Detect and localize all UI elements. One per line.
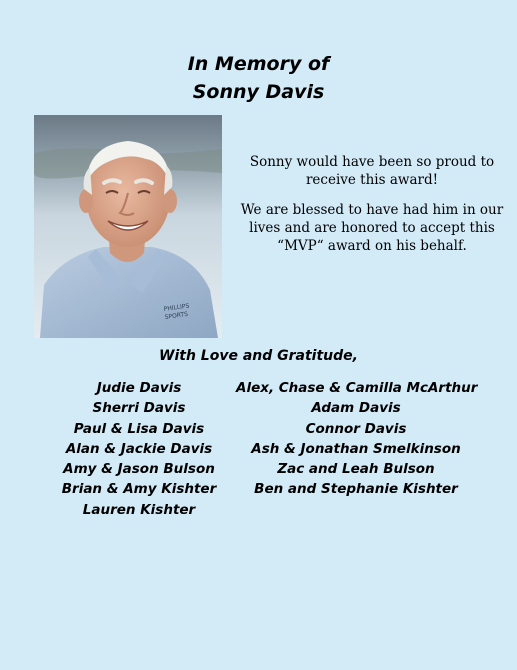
svg-text:SPORTS: SPORTS [164,310,189,321]
family-name: Connor Davis [305,420,407,437]
message-paragraph-2: We are blessed to have had him in our lives and are honored to accept this “MVP“ award on his behalf. [240,202,504,254]
title-name: Sonny Davis [192,81,325,103]
family-name: Sherri Davis [92,400,186,417]
family-name: Paul & Lisa Davis [73,420,205,437]
family-name: Alex, Chase & Camilla McArthur [236,380,478,396]
family-name: Lauren Kishter [82,501,196,518]
family-name: Judie Davis [96,380,182,396]
title-line-1: In Memory of [187,53,330,75]
svg-text:PHILLIPS: PHILLIPS [163,302,190,313]
names-list-left [50,378,228,520]
family-name: Zac and Leah Bulson [277,461,435,478]
portrait-photo [34,115,222,338]
family-name: Adam Davis [311,400,401,417]
names-list-right [236,378,476,500]
family-name: Ben and Stephanie Kishter [254,481,458,498]
family-name: Alan & Jackie Davis [65,440,213,457]
closing-line: With Love and Gratitude, [159,348,358,364]
family-name: Amy & Jason Bulson [63,461,215,478]
family-name: Ash & Jonathan Smelkinson [251,440,461,457]
family-name: Brian & Amy Kishter [61,481,217,498]
message-paragraph-1: Sonny would have been so proud to receive this award! [249,154,495,188]
